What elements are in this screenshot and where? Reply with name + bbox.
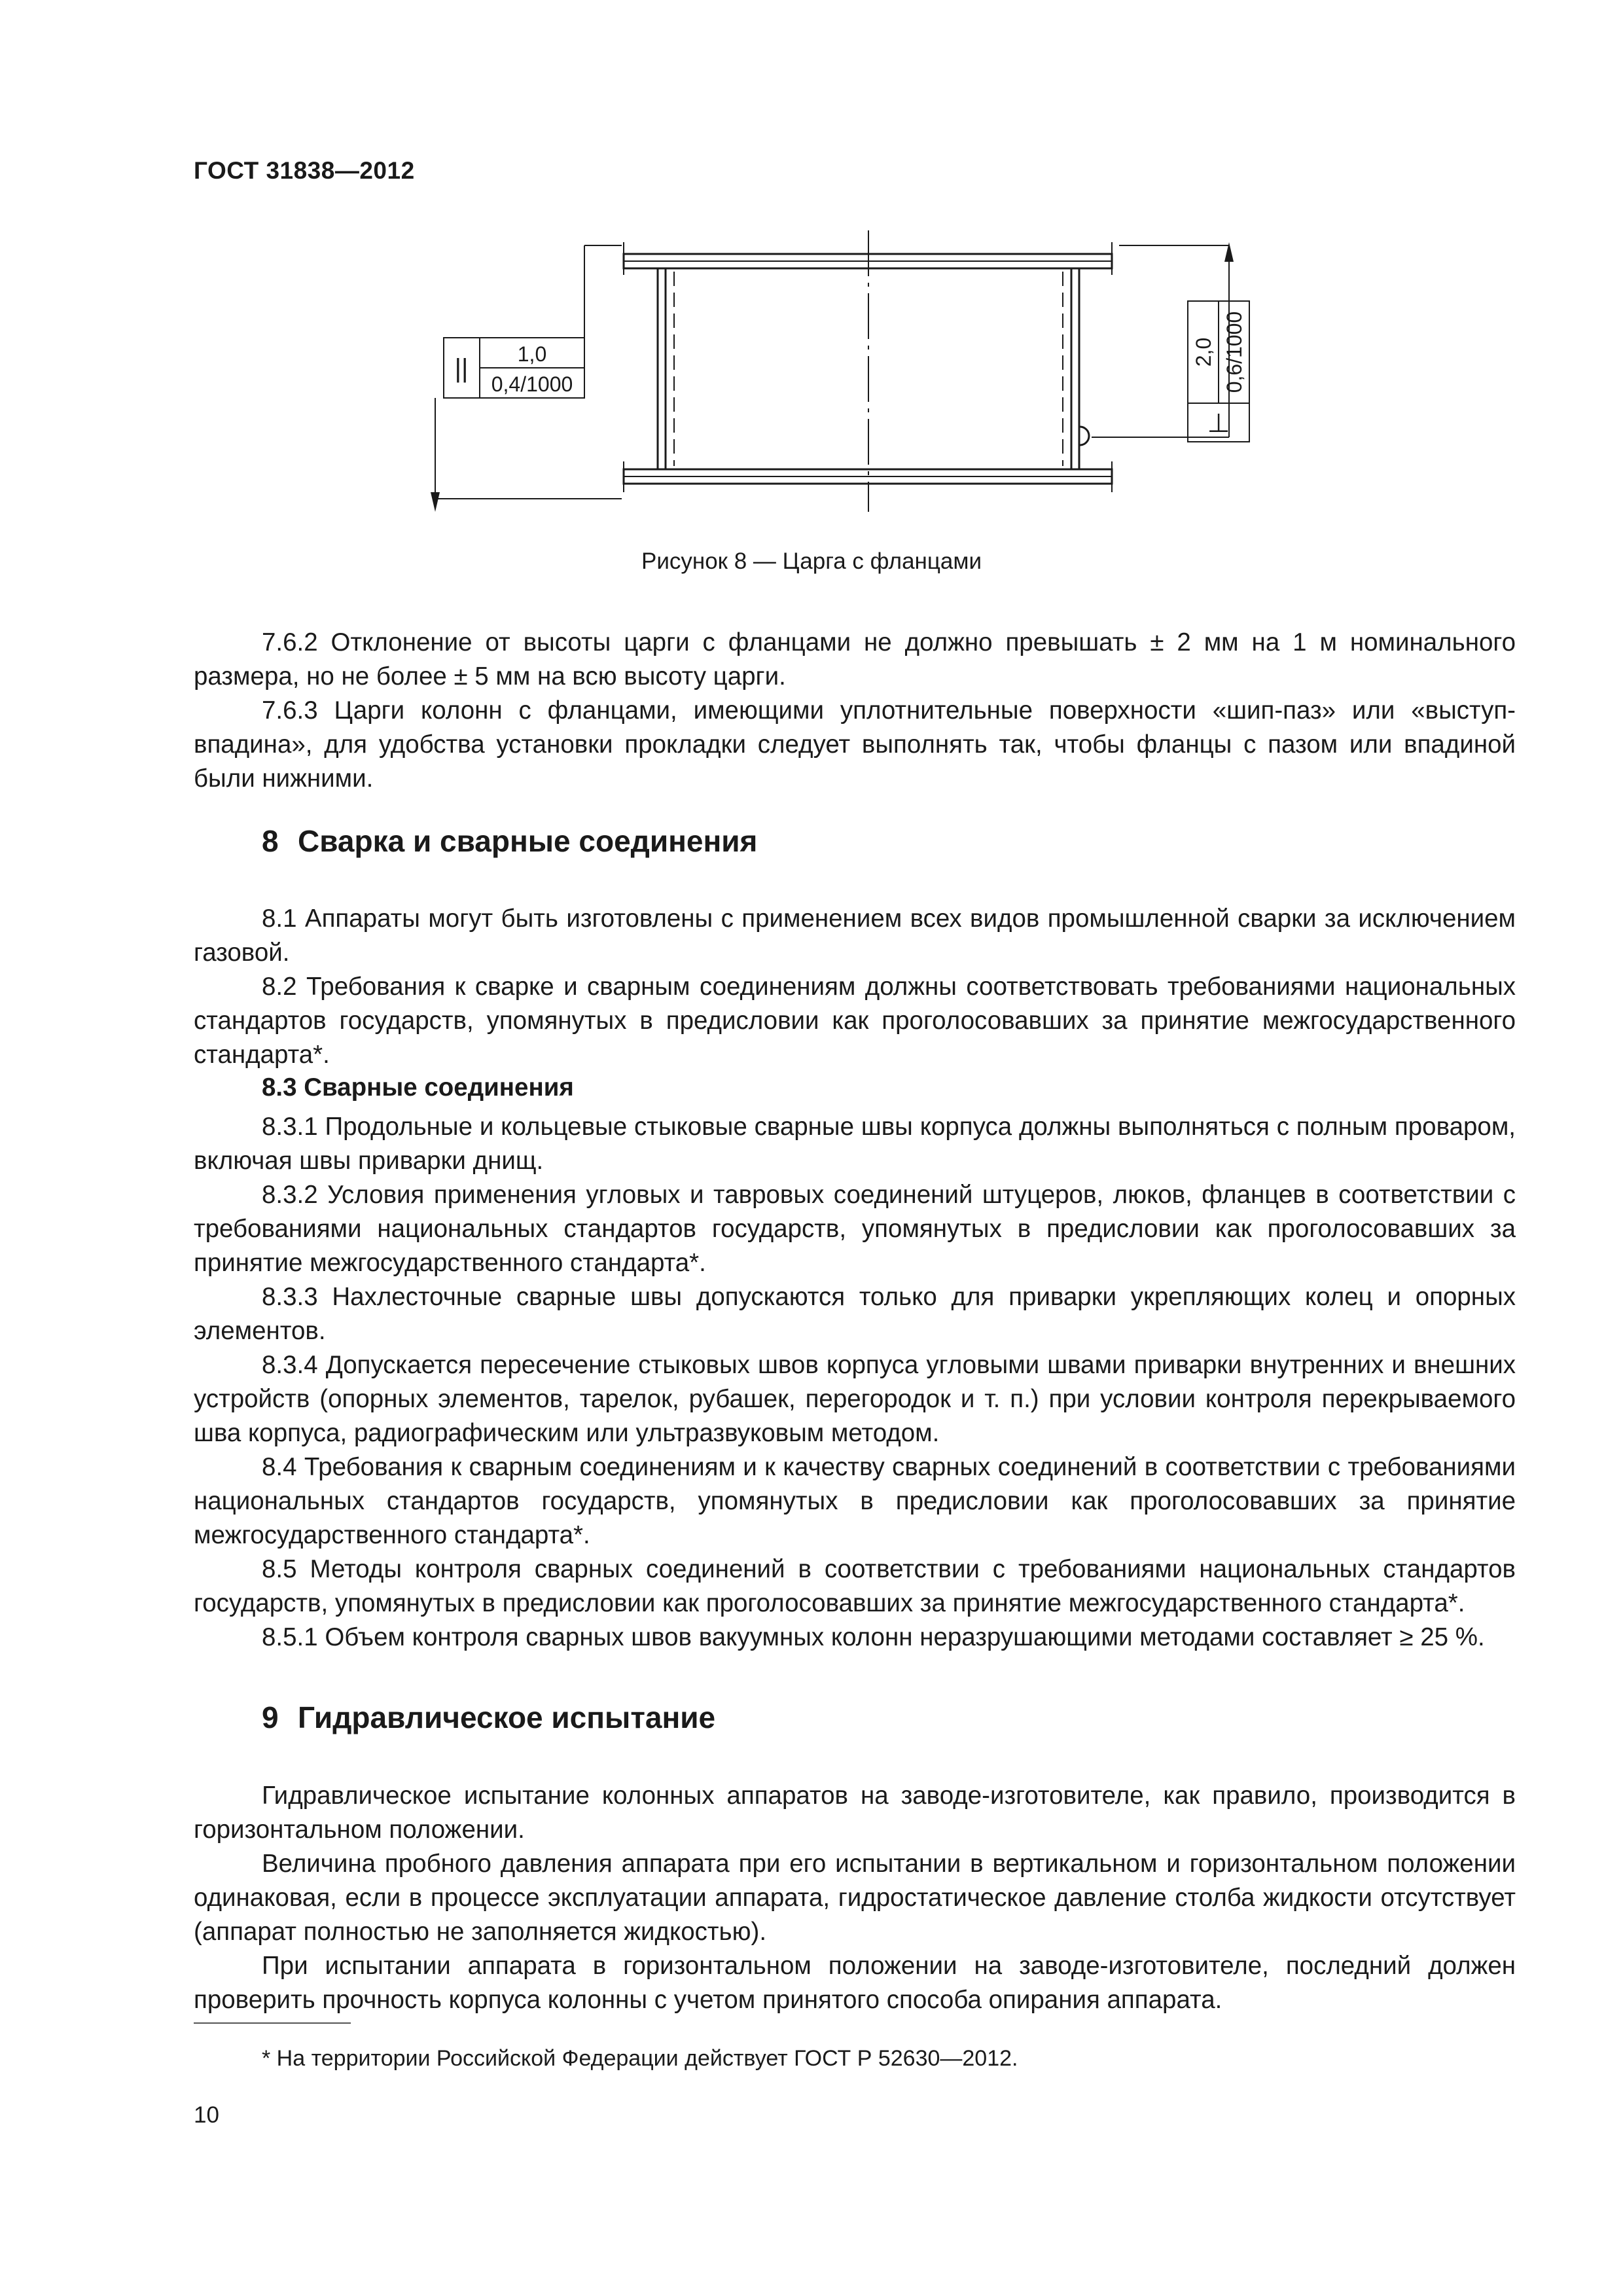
right-callout-symbol: ⊥ — [1207, 408, 1230, 439]
section-8-heading — [262, 821, 757, 861]
paragraph-8-1: 8.1 Аппараты могут быть изготовлены с применением всех видов промышленной сварки за исключением газовой. — [194, 905, 1516, 967]
paragraph-8-3-3: 8.3.3 Нахлесточные сварные швы допускаются только для приварки укрепляющих колец и опорных элементов. — [194, 1283, 1516, 1345]
paragraph-8-4: 8.4 Требования к сварным соединениям и к качеству сварных соединений в соответствии с требованиями национальных стандартов государств, упомянутых в предисловии как проголосовавших за принятие межгосударственного стандарта*. — [194, 1453, 1516, 1549]
paragraph-9-3: При испытании аппарата в горизонтальном положении на заводе-изготовителе, последний должен проверить прочность корпуса колонны с учетом принятого способа опирания аппарата. — [194, 1952, 1516, 2014]
paragraph-8-2: 8.2 Требования к сварке и сварным соединениям должны соответствовать требованиями национальных стандартов государств, упомянутых в предисловии как проголосовавших за принятие межгосударственного стандарта*. — [194, 973, 1516, 1069]
right-callout-value1: 2,0 — [1192, 337, 1215, 367]
page-number: 10 — [194, 2102, 219, 2128]
document-code: ГОСТ 31838—2012 — [194, 157, 415, 184]
paragraph-8-5: 8.5 Методы контроля сварных соединений в соответствии с требованиями национальных стандартов государств, упомянутых в предисловии как проголосовавших за принятие межгосударственного стандарта*. — [194, 1555, 1516, 1617]
section-8-title: Сварка и сварные соединения — [298, 824, 758, 858]
left-callout-value2: 0,4/1000 — [491, 372, 573, 396]
section-7-6-text — [194, 626, 1516, 796]
paragraph-7-6-2: 7.6.2 Отклонение от высоты царги с фланцами не должно превышать ± 2 мм на 1 м номинального размера, но не более ± 5 мм на всю высоту царги. — [194, 628, 1516, 691]
footnote: * На территории Российской Федерации действует ГОСТ Р 52630—2012. — [262, 2046, 1018, 2071]
section-8-text-a — [194, 902, 1516, 1072]
subsection-8-3-heading: 8.3 Сварные соединения — [262, 1073, 574, 1102]
section-9-number: 9 — [262, 1700, 279, 1734]
section-8-number: 8 — [262, 824, 279, 858]
paragraph-9-1: Гидравлическое испытание колонных аппаратов на заводе-изготовителе, как правило, производится в горизонтальном положении. — [194, 1782, 1516, 1844]
section-9-text — [194, 1779, 1516, 2017]
figure-shell-with-flanges — [419, 226, 1283, 527]
left-callout-value1: 1,0 — [517, 342, 547, 366]
shell-right-wall — [1071, 268, 1079, 469]
paragraph-8-3-2: 8.3.2 Условия применения угловых и тавровых соединений штуцеров, люков, фланцев в соответствии с требованиями национальных стандартов государств, упомянутых в предисловии как проголосовавших за принятие межгосударственного стандарта*. — [194, 1181, 1516, 1277]
figure-caption: Рисунок 8 — Царга с фланцами — [641, 548, 982, 574]
footnote-divider — [194, 2022, 351, 2024]
paragraph-7-6-3: 7.6.3 Царги колонн с фланцами, имеющими уплотнительные поверхности «шип-паз» или «выступ-впадина», для удобства установки прокладки следует выполнять так, чтобы фланцы с пазом или впадиной были нижними. — [194, 696, 1516, 793]
shell-left-wall — [658, 268, 666, 469]
section-9-heading — [262, 1698, 715, 1737]
paragraph-8-3-1: 8.3.1 Продольные и кольцевые стыковые сварные швы корпуса должны выполняться с полным проваром, включая швы приварки днищ. — [194, 1113, 1516, 1175]
paragraph-9-2: Величина пробного давления аппарата при его испытании в вертикальном и горизонтальном положении одинаковая, если в процессе эксплуатации аппарата, гидростатическое давление столба жидкости отсутствует (аппарат полностью не заполняется жидкостью). — [194, 1850, 1516, 1946]
left-callout-symbol: || — [454, 354, 469, 383]
section-9-title: Гидравлическое испытание — [298, 1700, 716, 1734]
paragraph-8-5-1: 8.5.1 Объем контроля сварных швов вакуумных колонн неразрушающими методами составляет ≥ 25 %. — [262, 1623, 1485, 1651]
paragraph-8-3-4: 8.3.4 Допускается пересечение стыковых швов корпуса угловыми швами приварки внутренних и внешних устройств (опорных элементов, тарелок, рубашек, перегородок и т. п.) при условии контроля перекрываемого шва корпуса, радиографическим или ультразвуковым методом. — [194, 1351, 1516, 1447]
section-8-text-b — [194, 1110, 1516, 1655]
right-callout-value2: 0,6/1000 — [1222, 311, 1246, 393]
